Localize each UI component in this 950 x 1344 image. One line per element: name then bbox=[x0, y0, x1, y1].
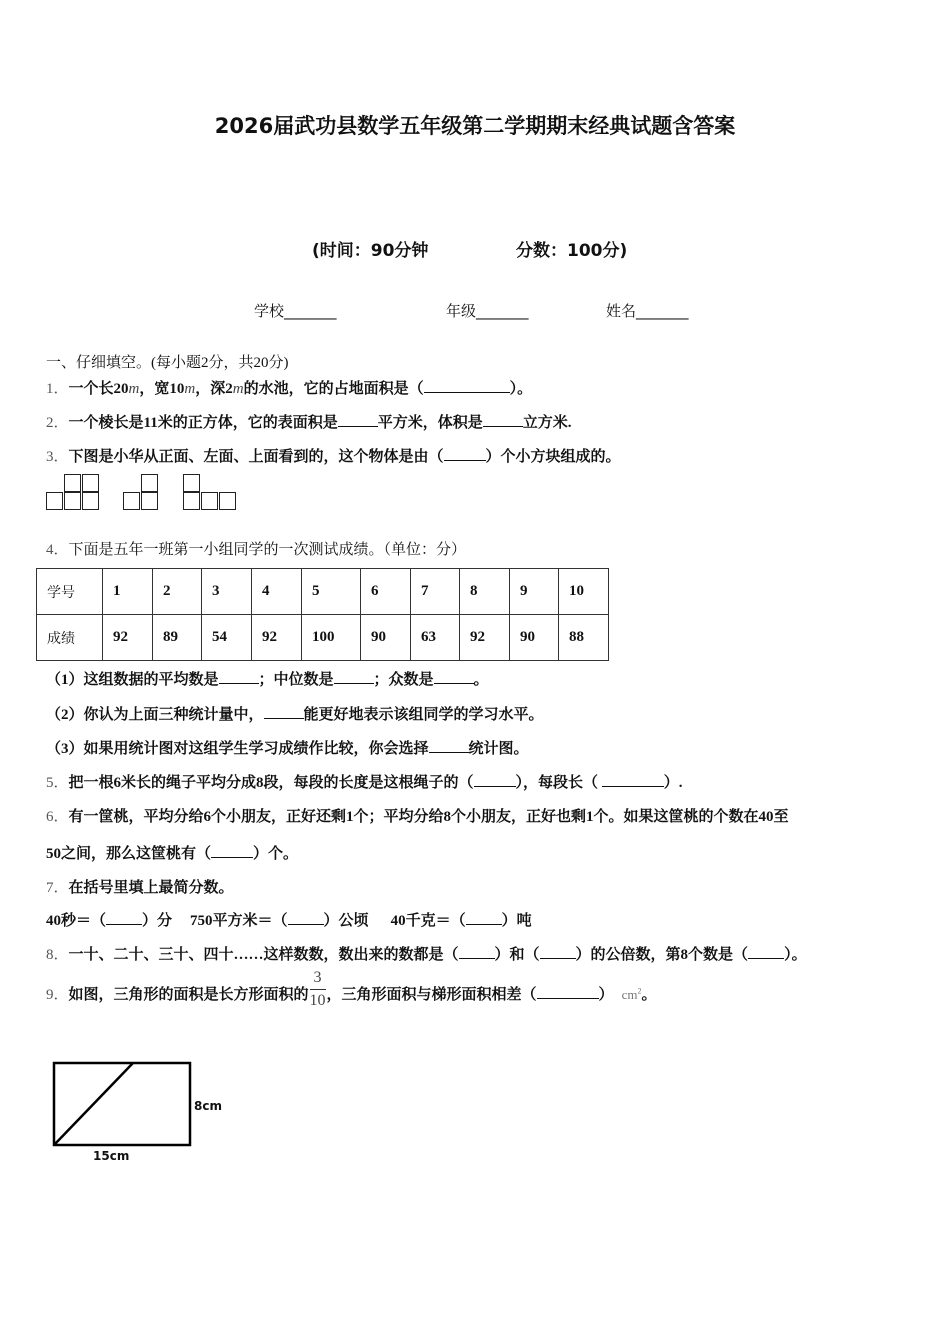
question-4: 4．下面是五年一班第一小组同学的一次测试成绩。（单位：分） bbox=[46, 542, 467, 558]
answer-blank[interactable] bbox=[334, 669, 374, 684]
question-4-sub1: （1）这组数据的平均数是 ；中位数是 ；众数是 。 bbox=[46, 668, 489, 689]
question-7: 7．在括号里填上最简分数。 bbox=[46, 880, 234, 896]
question-6-line2: 50之间，那么这筐桃有（ ）个。 bbox=[46, 842, 298, 863]
fraction: $\frac{3}{10}$ bbox=[309, 969, 326, 1009]
answer-blank[interactable] bbox=[483, 412, 523, 427]
question-7-items: 40秒＝（ ）分 750平方米＝（ ）公顷 40千克＝（ ）吨 bbox=[46, 909, 532, 930]
answer-blank[interactable] bbox=[424, 378, 510, 393]
answer-blank[interactable] bbox=[264, 704, 304, 719]
grade-field[interactable]: 年级_______ bbox=[446, 302, 529, 320]
answer-blank[interactable] bbox=[219, 669, 259, 684]
answer-blank[interactable] bbox=[540, 944, 576, 959]
answer-blank[interactable] bbox=[429, 738, 469, 753]
question-1: 1．一个长20m，宽10m，深2m的水池，它的占地面积是（ ）。 bbox=[46, 377, 532, 398]
school-field[interactable]: 学校_______ bbox=[254, 302, 337, 320]
name-field[interactable]: 姓名_______ bbox=[606, 302, 689, 320]
score-label: 分数：100分) bbox=[516, 241, 628, 261]
answer-blank[interactable] bbox=[106, 910, 142, 925]
score-table bbox=[36, 568, 609, 661]
answer-blank[interactable] bbox=[748, 944, 784, 959]
answer-blank[interactable] bbox=[288, 910, 324, 925]
question-6: 6．有一筐桃，平均分给6个小朋友，正好还剩1个；平均分给8个小朋友，正好也剩1个。如果这筐桃的个数在40至 bbox=[46, 809, 789, 825]
question-9: 9．如图，三角形的面积是长方形面积的 $\frac{3}{10}$ ，三角形面积与梯形面积相差（ ） $cm^2$。 bbox=[46, 969, 657, 1009]
answer-blank[interactable] bbox=[444, 446, 486, 461]
row-header: 学号 bbox=[37, 569, 103, 615]
answer-blank[interactable] bbox=[602, 772, 664, 787]
question-4-sub3: （3）如果用统计图对这组学生学习成绩作比较，你会选择 统计图。 bbox=[46, 737, 529, 758]
rectangle-figure bbox=[46, 1056, 246, 1171]
answer-blank[interactable] bbox=[474, 772, 516, 787]
question-3: 3．下图是小华从正面、左面、上面看到的，这个物体是由（ ）个小方块组成的。 bbox=[46, 445, 621, 466]
document-title: 2026届武功县数学五年级第二学期期末经典试题含答案 bbox=[214, 114, 736, 138]
answer-blank[interactable] bbox=[466, 910, 502, 925]
row-header: 成绩 bbox=[37, 615, 103, 661]
time-label: (时间：90分钟 bbox=[312, 241, 429, 261]
answer-blank[interactable] bbox=[211, 843, 253, 858]
question-8: 8．一十、二十、三十、四十……这样数数，数出来的数都是（ ）和（ ）的公倍数，第8个数是（ ）。 bbox=[46, 943, 807, 964]
height-label: 8cm bbox=[194, 1099, 222, 1113]
answer-blank[interactable] bbox=[338, 412, 378, 427]
question-5: 5．把一根6米长的绳子平均分成8段，每段的长度是这根绳子的（ ），每段长（ ）. bbox=[46, 771, 683, 792]
answer-blank[interactable] bbox=[537, 984, 599, 999]
section-heading: 一、仔细填空。(每小题2分，共20分) bbox=[46, 355, 289, 371]
answer-blank[interactable] bbox=[459, 944, 495, 959]
question-2: 2．一个棱长是11米的正方体，它的表面积是 平方米，体积是 立方米. bbox=[46, 411, 571, 432]
question-4-sub2: （2）你认为上面三种统计量中， 能更好地表示该组同学的学习水平。 bbox=[46, 703, 544, 724]
table-row: 学号 1 2 3 4 5 6 7 8 9 10 bbox=[37, 569, 609, 615]
table-row: 成绩 92 89 54 92 100 90 63 92 90 88 bbox=[37, 615, 609, 661]
answer-blank[interactable] bbox=[434, 669, 474, 684]
width-label: 15cm bbox=[93, 1149, 130, 1163]
